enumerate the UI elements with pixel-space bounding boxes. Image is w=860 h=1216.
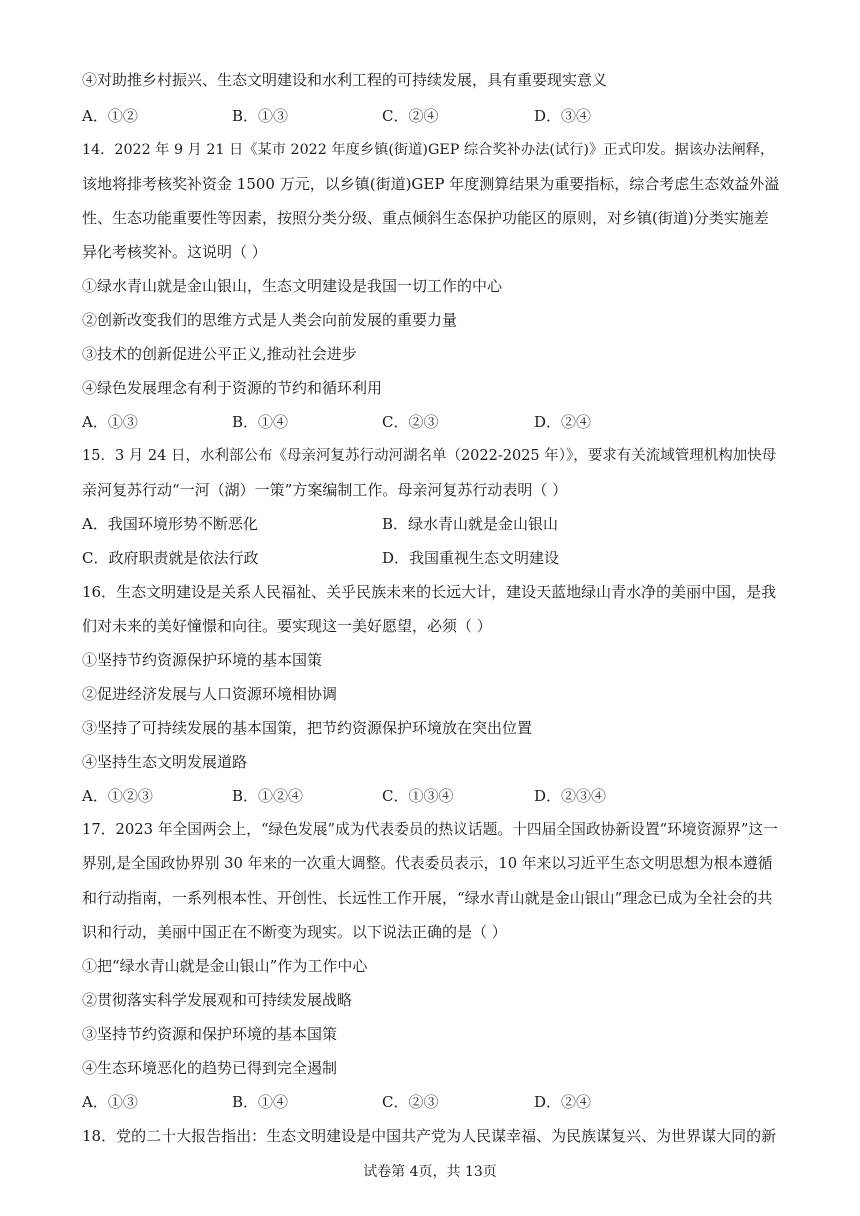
q13-option-b: B．①③ — [232, 107, 289, 125]
q13-option-a: A．①② — [82, 107, 138, 125]
q15-options-row-1 — [82, 514, 782, 534]
q17-options — [82, 1092, 782, 1112]
q17-statement-2: ②贯彻落实科学发展观和可持续发展战略 — [82, 991, 353, 1009]
q14-option-a: A．①③ — [82, 413, 138, 431]
q16-statement-1: ①坚持节约资源保护环境的基本国策 — [82, 651, 323, 669]
q17-stem-line-1: 17．2023 年全国两会上，“绿色发展”成为代表委员的热议话题。十四届全国政协新设置“环境资源界”这一 — [82, 821, 778, 838]
q15-options-row-2 — [82, 548, 782, 568]
q15-option-c: C．政府职责就是依法行政 — [82, 549, 259, 567]
q17-stem-line-2: 界别,是全国政协界别 30 年来的一次重大调整。代表委员表示，10 年来以习近平生态文明思想为根本遵循 — [82, 855, 773, 872]
q15-stem-line-2: 亲河复苏行动“一河（湖）一策”方案编制工作。母亲河复苏行动表明（ ） — [82, 481, 568, 499]
q16-statement-2: ②促进经济发展与人口资源环境相协调 — [82, 685, 338, 703]
q14-statement-4: ④绿色发展理念有利于资源的节约和循环利用 — [82, 379, 383, 397]
q17-statement-3: ③坚持节约资源和保护环境的基本国策 — [82, 1025, 338, 1043]
q14-statement-2: ②创新改变我们的思维方式是人类会向前发展的重要力量 — [82, 311, 458, 329]
q13-statement-4: ④对助推乡村振兴、生态文明建设和水利工程的可持续发展，具有重要现实意义 — [82, 71, 608, 89]
q16-statement-4: ④坚持生态文明发展道路 — [82, 753, 248, 771]
page-footer: 试卷第 4页，共 13页 — [363, 1164, 497, 1180]
q14-statement-3: ③技术的创新促进公平正义,推动社会进步 — [82, 345, 357, 363]
q15-option-b: B．绿水青山就是金山银山 — [382, 515, 559, 533]
q14-stem-line-4: 异化考核奖补。这说明（ ） — [82, 243, 267, 261]
q15-option-a: A．我国环境形势不断恶化 — [82, 515, 258, 533]
q14-option-c: C．②③ — [382, 413, 439, 431]
q17-option-a: A．①③ — [82, 1093, 138, 1111]
q13-option-d: D．③④ — [534, 107, 592, 125]
q16-option-a: A．①②③ — [82, 787, 153, 805]
q14-options — [82, 412, 782, 432]
q16-option-b: B．①②④ — [232, 787, 304, 805]
q17-stem-line-4: 识和行动，美丽中国正在不断变为现实。以下说法正确的是（ ） — [82, 923, 507, 941]
q14-statement-1: ①绿水青山就是金山银山，生态文明建设是我国一切工作的中心 — [82, 277, 503, 295]
q14-stem-line-2: 该地将排考核奖补资金 1500 万元，以乡镇(街道)GEP 年度测算结果为重要指标，综合考虑生态效益外溢 — [82, 175, 780, 193]
q16-stem-line-1: 16．生态文明建设是关系人民福祉、关乎民族未来的长远大计，建设天蓝地绿山青水净的美丽中国，是我 — [82, 583, 777, 601]
q17-statement-4: ④生态环境恶化的趋势已得到完全遏制 — [82, 1059, 338, 1077]
q14-stem-line-3: 性、生态功能重要性等因素，按照分类分级、重点倾斜生态保护功能区的原则，对乡镇(街道)分类实施差 — [82, 209, 769, 227]
q17-option-d: D．②④ — [534, 1093, 592, 1111]
q16-option-c: C．①③④ — [382, 787, 454, 805]
q15-option-d: D．我国重视生态文明建设 — [382, 549, 560, 567]
q16-option-d: D．②③④ — [534, 787, 607, 805]
q15-stem-line-1: 15．3 月 24 日，水利部公布《母亲河复苏行动河湖名单（2022-2025 年）》，要求有关流域管理机构加快母 — [82, 448, 777, 464]
q16-statement-3: ③坚持了可持续发展的基本国策，把节约资源保护环境放在突出位置 — [82, 719, 533, 737]
q17-option-c: C．②③ — [382, 1093, 439, 1111]
q18-stem-line-1: 18．党的二十大报告指出：生态文明建设是中国共产党为人民谋幸福、为民族谋复兴、为世界谋大同的新 — [82, 1127, 777, 1145]
q17-statement-1: ①把“绿水青山就是金山银山”作为工作中心 — [82, 957, 368, 975]
q13-option-c: C．②④ — [382, 107, 439, 125]
q14-option-d: D．②④ — [534, 413, 592, 431]
q16-options — [82, 786, 782, 806]
q17-stem-line-3: 和行动指南，一系列根本性、开创性、长远性工作开展，“绿水青山就是金山银山”理念已成为全社会的共 — [82, 889, 773, 907]
q17-option-b: B．①④ — [232, 1093, 289, 1111]
q16-stem-line-2: 们对未来的美好憧憬和向往。要实现这一美好愿望，必须（ ） — [82, 617, 492, 635]
q13-options — [82, 106, 782, 126]
q14-stem-line-1: 14．2022 年 9 月 21 日《某市 2022 年度乡镇(街道)GEP 综合奖补办法(试行)》正式印发。据该办法阐释， — [82, 142, 775, 158]
q14-option-b: B．①④ — [232, 413, 289, 431]
